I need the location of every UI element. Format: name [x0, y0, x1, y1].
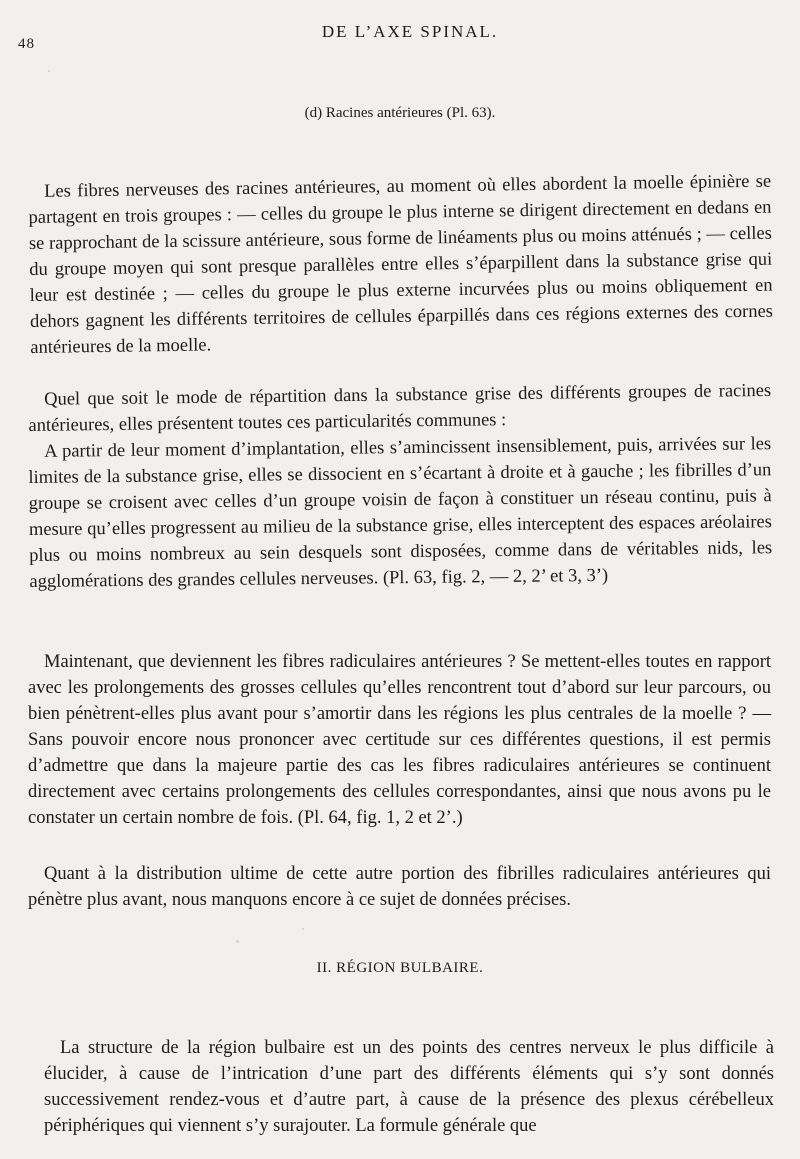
running-head: DE L’AXE SPINAL.	[321, 22, 499, 41]
paragraph-4: Maintenant, que deviennent les fibres radiculaires antérieures ? Se mettent-elles toutes en rapport avec les prolongements des grosses cellules qu’elles rencontrent tout d’abord sur leur parcours, ou bien pénètrent-elles plus avant pour s’amortir dans les régions les plus centrales de la moelle ? — Sans pouvoir encore nous prononcer avec certitude sur ces différentes questions, il est permis d’admettre que dans la majeure partie des cas les fibres radiculaires antérieures se continuent directement avec certains prolongements des cellules correspondantes, ainsi que nous avons pu le constater un certain nombre de fois. (Pl. 64, fig. 1, 2 et 2’.)	[28, 651, 771, 828]
subheading: (d) Racines antérieures (Pl. 63).	[304, 105, 496, 121]
paragraph-3: A partir de leur moment d’implantation, elles s’amincissent insensiblement, puis, arrivées sur les limites de la substance grise, elles se dissocient en s’écartant à droite et à gauche ; les fibrilles d’un groupe se croisent avec celles d’un groupe voisin de façon à constituer un réseau continu, puis à mesure qu’elles progressent au milieu de la substance grise, elles interceptent des espaces aréolaires plus ou moins nombreux au sein desquels sont disposées, comme dans de véritables nids, les agglomérations des grandes cellules nerveuses. (Pl. 63, fig. 2, — 2, 2’ et 3, 3’)	[28, 433, 773, 592]
paragraph-6: La structure de la région bulbaire est un des points des centres nerveux le plus difficile à élucider, à cause de l’intrication d’une part des différents éléments qui s’y sont donnés successivement rendez-vous et d’autre part, à cause de la présence des plexus cérébelleux périphériques qui viennent s’y surajouter. La formule générale que	[44, 1037, 774, 1136]
page-number: 48	[18, 36, 35, 52]
paper-speck	[236, 940, 239, 943]
paragraph-5: Quant à la distribution ultime de cette autre portion des fibrilles radiculaires antérieures qui pénètre plus avant, nous manquons encore à ce sujet de données précises.	[28, 863, 771, 910]
section-title: II. RÉGION BULBAIRE.	[316, 960, 484, 976]
paper-speck	[302, 928, 304, 930]
paper-speck	[48, 70, 50, 72]
paragraph-2: Quel que soit le mode de répartition dans la substance grise des différents groupes de racines antérieures, elles présentent toutes ces particularités communes :	[28, 380, 772, 436]
paragraph-1: Les fibres nerveuses des racines antérieures, au moment où elles abordent la moelle épinière se partagent en trois groupes : — celles du groupe le plus interne se dirigent directement en dedans en se rapprochant de la scissure antérieure, sous forme de linéaments plus ou moins atténués ; — celles du groupe moyen qui sont presque parallèles entre elles s’éparpillent dans la substance grise qui leur est destinée ; — celles du groupe le plus externe incurvées plus ou moins obliquement en dehors gagnent les différents territoires de cellules éparpillés dans ces régions externes des cornes antérieures de la moelle.	[28, 171, 774, 358]
